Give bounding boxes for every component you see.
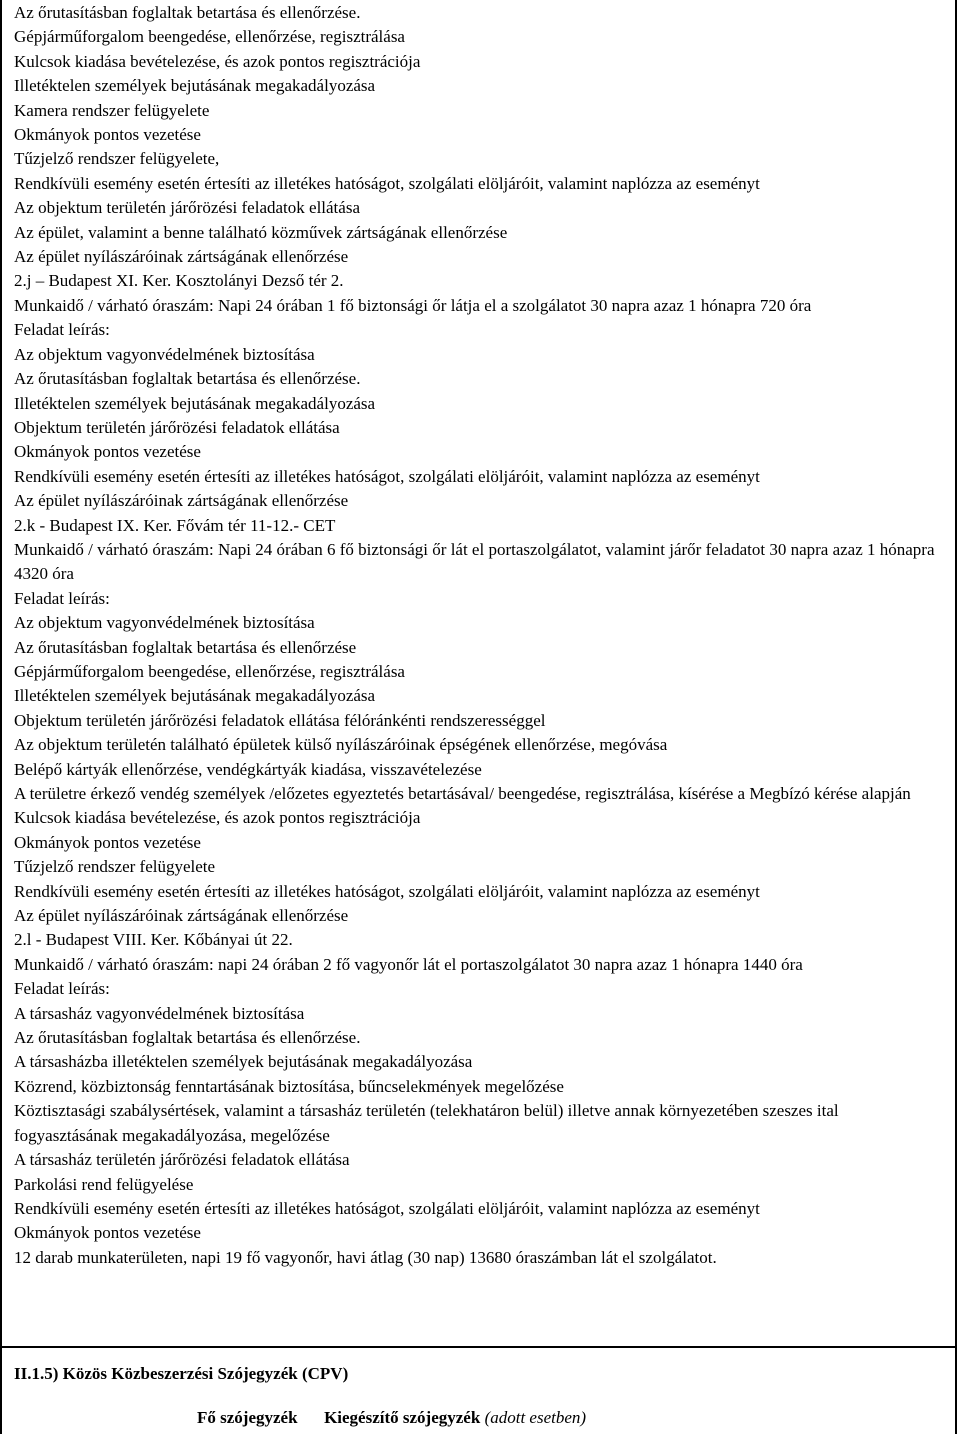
text-line: Az épület nyílászáróinak zártságának ellenőrzése [14, 906, 349, 926]
text-line: Az objektum vagyonvédelmének biztosítása [14, 613, 315, 633]
text-line: A területre érkező vendég személyek /előzetes egyeztetés betartásával/ beengedése, regisztrálása, kísérése a Megbízó kérése alapján [14, 784, 911, 803]
text-line: Objektum területén járőrözési feladatok ellátása [14, 417, 340, 437]
text-line: Illetéktelen személyek bejutásának megakadályozása [14, 686, 376, 706]
text-line: Munkaidő / várható óraszám: Napi 24 órában 1 fő biztonsági őr látja el a szolgálatot 30 napra azaz 1 hónapra 720 óra [14, 295, 812, 315]
text-line: Kulcsok kiadása bevételezése, és azok pontos regisztrációja [14, 51, 421, 71]
text-line: Az őrutasításban foglaltak betartása és ellenőrzése. [14, 369, 361, 389]
text-line: Rendkívüli esemény esetén értesíti az illetékes hatóságot, szolgálati elöljáróit, valamint naplózza az eseményt [14, 1198, 760, 1218]
text-line: Kamera rendszer felügyelete [14, 100, 210, 120]
text-line: 2.l - Budapest VIII. Ker. Kőbányai út 22. [14, 930, 293, 950]
task-description-cell [2, 0, 955, 1348]
text-line: Munkaidő / várható óraszám: napi 24 órában 2 fő vagyonőr lát el portaszolgálatot 30 napra azaz 1 hónapra 1440 óra [14, 954, 803, 974]
cpv-columns [197, 1408, 586, 1428]
text-line: Parkolási rend felügyelése [14, 1174, 194, 1194]
text-line: Az épület nyílászáróinak zártságának ellenőrzése [14, 491, 349, 511]
supplementary-note: (adott esetben) [484, 1408, 587, 1427]
text-line: A társasházba illetéktelen személyek bejutásának megakadályozása [14, 1052, 473, 1072]
text-line: Illetéktelen személyek bejutásának megakadályozása [14, 76, 376, 96]
main-vocabulary-label: Fő szójegyzék [197, 1408, 298, 1427]
text-line: Feladat leírás: [14, 979, 110, 999]
text-line: Okmányok pontos vezetése [14, 832, 201, 852]
text-line: 12 darab munkaterületen, napi 19 fő vagyonőr, havi átlag (30 nap) 13680 óraszámban lát el szolgálatot. [14, 1247, 717, 1267]
text-line: Az őrutasításban foglaltak betartása és ellenőrzése [14, 637, 357, 657]
text-line: Az őrutasításban foglaltak betartása és ellenőrzése. [14, 3, 361, 22]
text-line: Okmányok pontos vezetése [14, 125, 201, 145]
text-line: Rendkívüli esemény esetén értesíti az illetékes hatóságot, szolgálati elöljáróit, valamint naplózza az eseményt [14, 466, 760, 486]
text-line: Az objektum területén járőrözési feladatok ellátása [14, 198, 360, 218]
text-line: Az épület, valamint a benne található közművek zártságának ellenőrzése [14, 222, 508, 242]
text-line: Illetéktelen személyek bejutásának megakadályozása [14, 393, 376, 413]
text-line: Tűzjelző rendszer felügyelete [14, 857, 216, 877]
text-line: Rendkívüli esemény esetén értesíti az illetékes hatóságot, szolgálati elöljáróit, valamint naplózza az eseményt [14, 173, 760, 193]
text-line: Az objektum vagyonvédelmének biztosítása [14, 344, 315, 364]
text-line: A társasház területén járőrözési feladatok ellátása [14, 1150, 350, 1170]
text-line: Belépő kártyák ellenőrzése, vendégkártyák kiadása, visszavételezése [14, 759, 482, 779]
text-line: Az objektum területén található épületek külső nyílászáróinak épségének ellenőrzése, megóvása [14, 735, 668, 755]
text-line: Az épület nyílászáróinak zártságának ellenőrzése [14, 247, 349, 267]
supplementary-vocabulary-label: Kiegészítő szójegyzék [324, 1408, 481, 1427]
text-line: 2.k - Budapest IX. Ker. Fővám tér 11-12.- CET [14, 515, 336, 535]
text-line: Objektum területén járőrözési feladatok ellátása félóránkénti rendszerességgel [14, 710, 546, 730]
text-line: Munkaidő / várható óraszám: Napi 24 órában 6 fő biztonsági őr lát el portaszolgálatot, valamint járőr feladatot 30 napra azaz 1 hónapra 4320 óra [14, 539, 935, 584]
text-line: Köztisztasági szabálysértések, valamint a társasház területén (telekhatáron belül) illetve annak környezetében szeszes ital fogyasztásának megakadályozása, megelőzése [14, 1101, 839, 1145]
text-line: Okmányok pontos vezetése [14, 1223, 201, 1243]
cpv-section [2, 1348, 955, 1434]
text-line: A társasház vagyonvédelmének biztosítása [14, 1003, 305, 1023]
cpv-heading: II.1.5) Közös Közbeszerzési Szójegyzék (CPV) [14, 1364, 349, 1383]
text-line: Gépjárműforgalom beengedése, ellenőrzése, regisztrálása [14, 661, 405, 681]
text-line: Kulcsok kiadása bevételezése, és azok pontos regisztrációja [14, 808, 421, 828]
text-line: Tűzjelző rendszer felügyelete, [14, 149, 220, 169]
text-line: Feladat leírás: [14, 320, 110, 340]
text-line: Rendkívüli esemény esetén értesíti az illetékes hatóságot, szolgálati elöljáróit, valamint naplózza az eseményt [14, 881, 760, 901]
text-line: Feladat leírás: [14, 588, 110, 608]
text-line: Gépjárműforgalom beengedése, ellenőrzése, regisztrálása [14, 27, 405, 47]
text-line: Közrend, közbiztonság fenntartásának biztosítása, bűncselekmények megelőzése [14, 1076, 564, 1096]
text-line: 2.j – Budapest XI. Ker. Kosztolányi Dezső tér 2. [14, 271, 344, 291]
text-line: Az őrutasításban foglaltak betartása és ellenőrzése. [14, 1028, 361, 1048]
text-line: Okmányok pontos vezetése [14, 442, 201, 462]
